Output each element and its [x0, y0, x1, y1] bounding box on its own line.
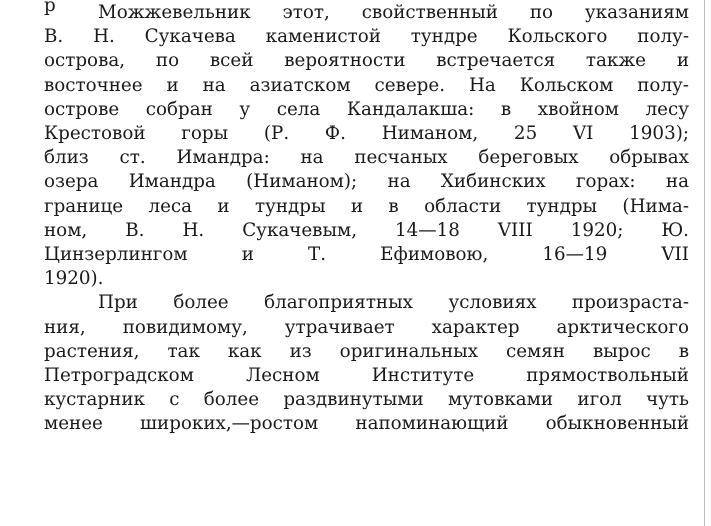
paragraph-line: острова, по всей вероятности встречается также и: [44, 50, 689, 72]
paragraph-line: Крестовой горы (Р. Ф. Ниманом, 25 VI 1903);: [44, 123, 689, 145]
page-edge-rule: [704, 0, 705, 526]
paragraph-line: восточнее и на азиатском севере. На Кольском полу-: [44, 74, 689, 96]
paragraph-line: Можжевельник этот, свойственный по указаниям: [98, 2, 689, 23]
cropped-top-line: р: [44, 0, 56, 16]
paragraph-line: кустарник с более раздвинутыми мутовками игол чуть: [44, 389, 689, 411]
paragraph-line: растения, так как из оригинальных семян вырос в: [44, 340, 689, 362]
paragraph-line: При более благоприятных условиях произраста-: [98, 292, 689, 314]
paragraph-line: близ ст. Имандра: на песчаных береговых обрывах: [44, 147, 689, 169]
text-body: [44, 0, 689, 437]
paragraph-line: ном, В. Н. Сукачевым, 14—18 VIII 1920; Ю.: [44, 219, 689, 241]
paragraph-1: [44, 1, 689, 291]
paragraph-line: ния, повидимому, утрачивает характер арктического: [44, 316, 689, 338]
paragraph-line: менее широких,—ростом напоминающий обыкновенный: [44, 413, 689, 435]
paragraph-line: Петроградском Лесном Институте прямоствольный: [44, 365, 689, 387]
paragraph-line: Цинзерлингом и Т. Ефимовою, 16—19 VII: [44, 244, 689, 266]
paragraph-line: границе леса и тундры и в области тундры (Нима-: [44, 195, 689, 217]
paragraph-line: В. Н. Сукачева каменистой тундре Кольского полу-: [44, 26, 689, 48]
paragraph-line: 1920).: [44, 268, 104, 290]
paragraph-line: острове собран у села Кандалакша: в хвойном лесу: [44, 98, 689, 120]
paragraph-line: озера Имандра (Ниманом); на Хибинских горах: на: [44, 171, 689, 193]
paragraph-2: [44, 291, 689, 436]
